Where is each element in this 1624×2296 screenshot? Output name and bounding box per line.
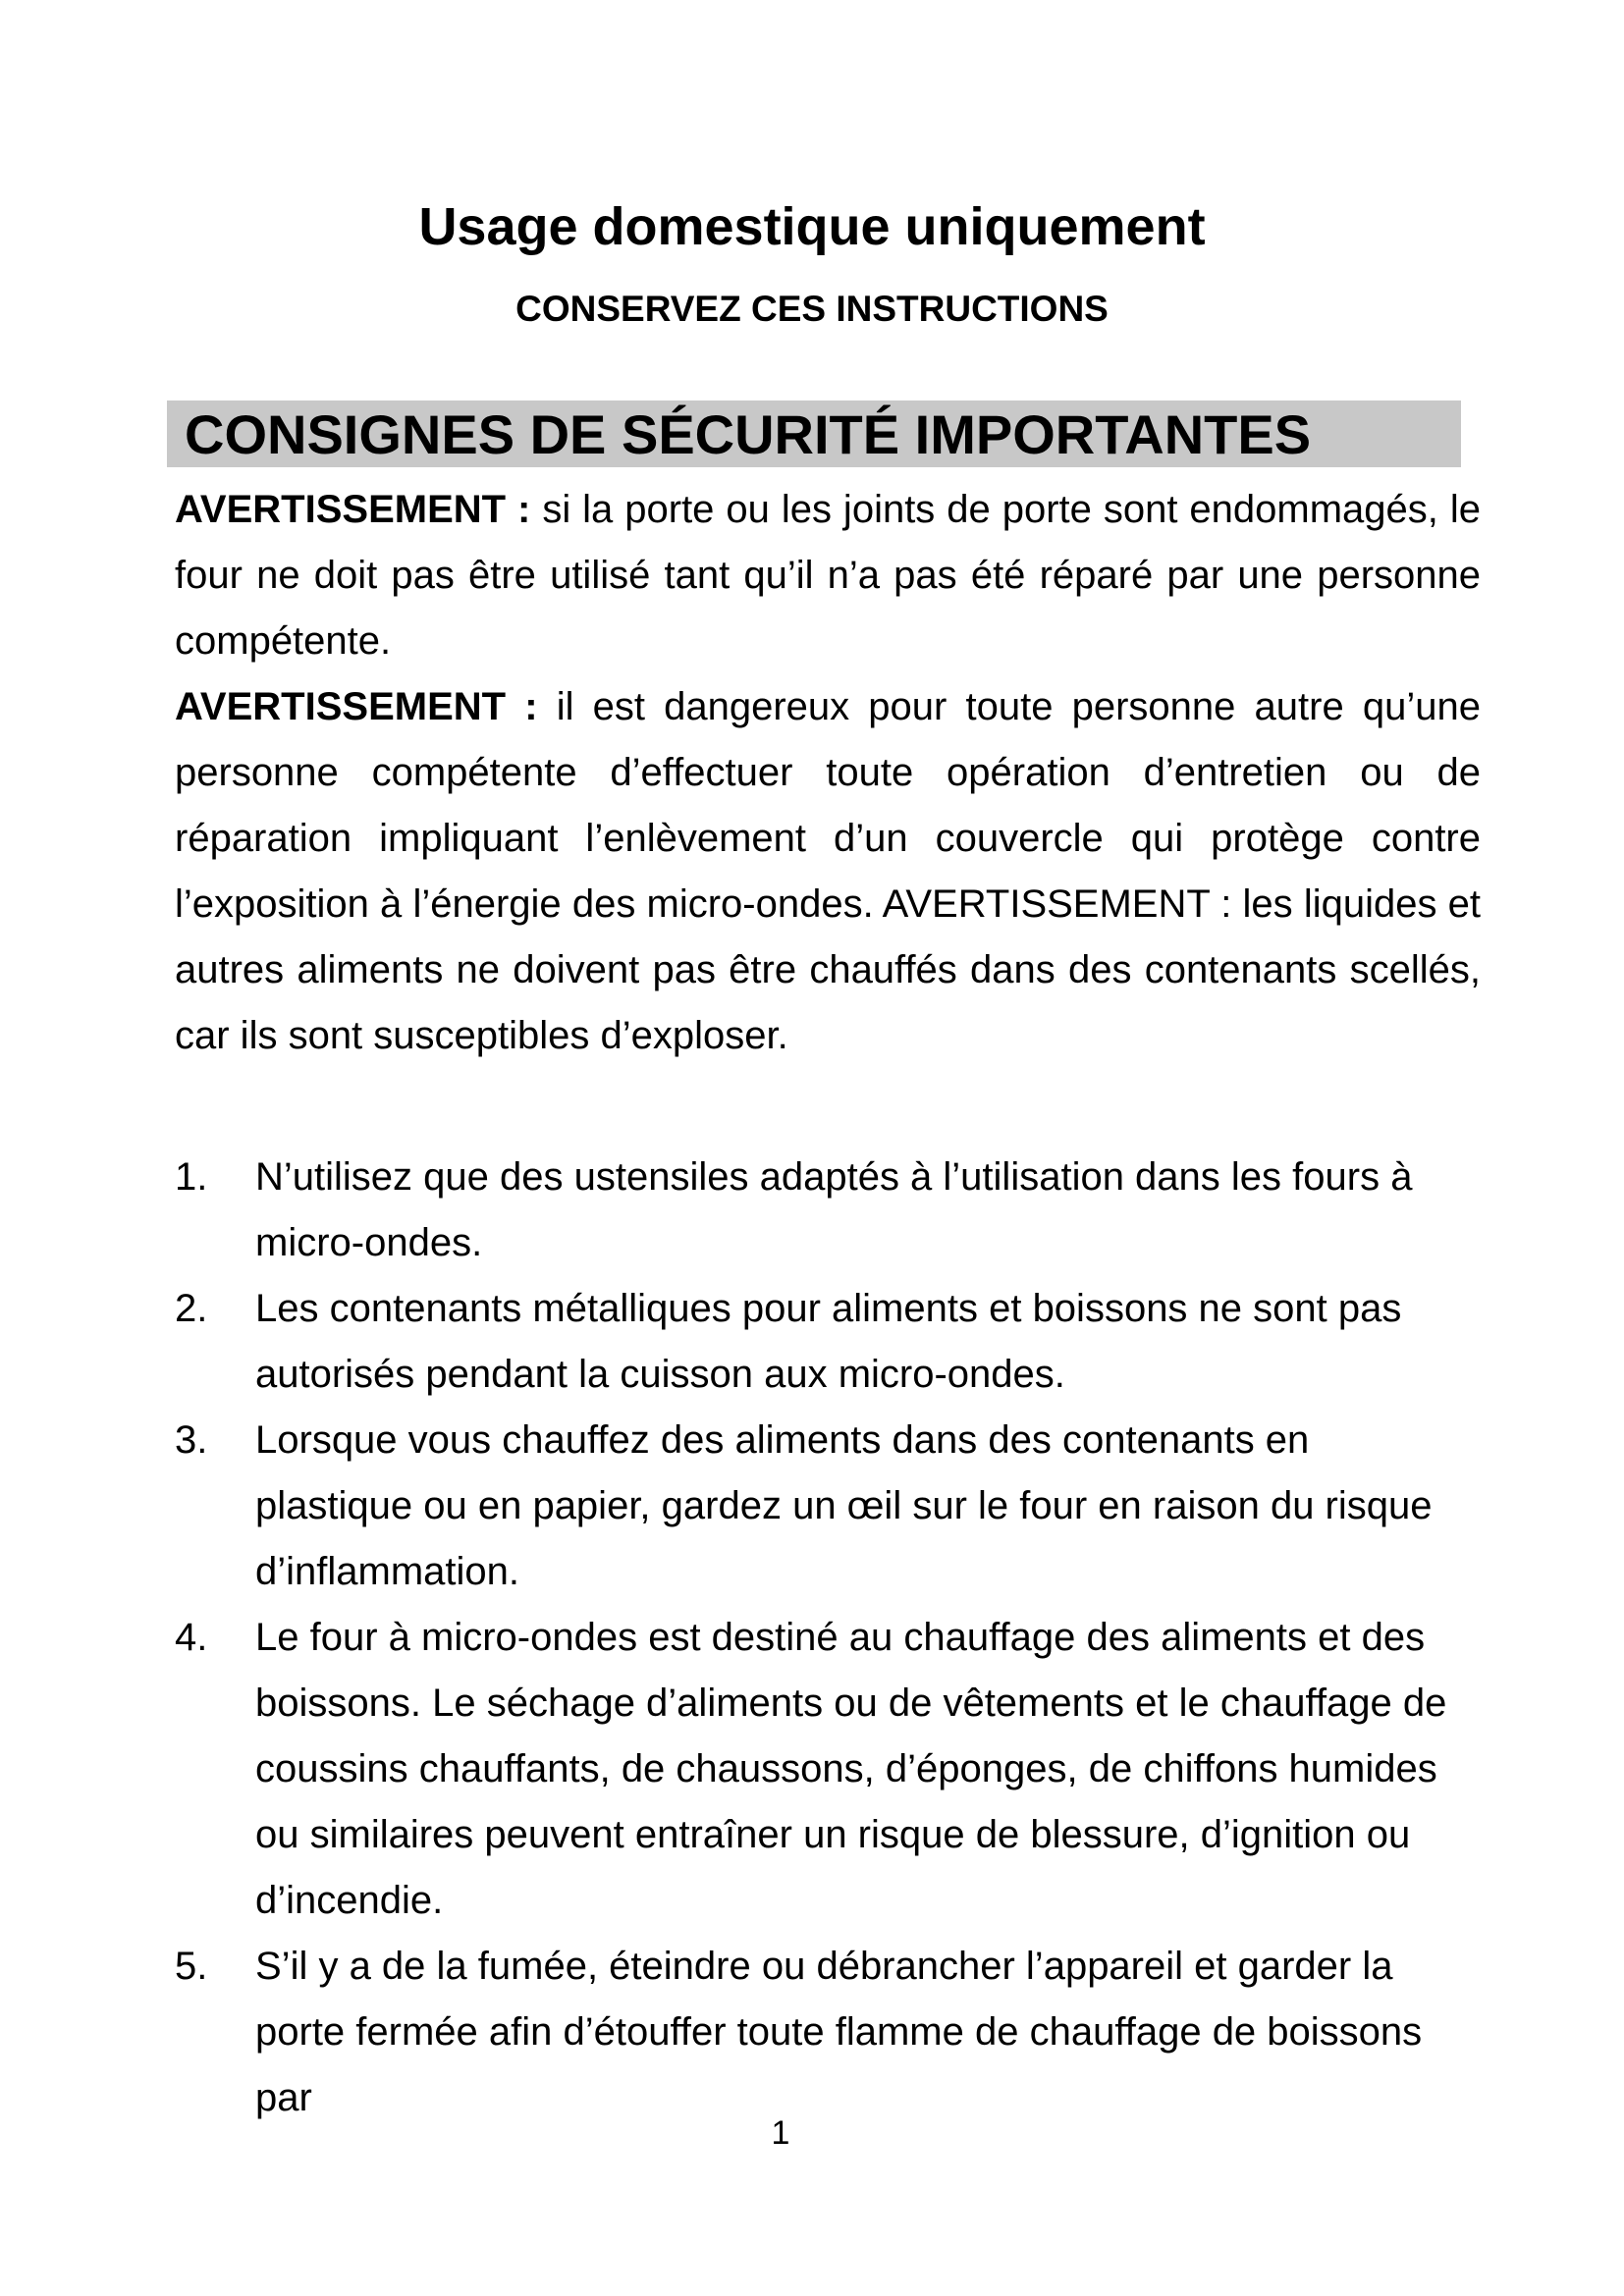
page-title: Usage domestique uniquement bbox=[418, 197, 1206, 256]
page-subtitle: CONSERVEZ CES INSTRUCTIONS bbox=[515, 289, 1109, 329]
section-heading: CONSIGNES DE SÉCURITÉ IMPORTANTES bbox=[185, 403, 1312, 465]
safety-instructions-list bbox=[175, 1145, 1471, 2131]
list-item bbox=[175, 1408, 1471, 1605]
page-number: 1 bbox=[771, 2114, 790, 2152]
list-item-text: S’il y a de la fumée, éteindre ou débrancher l’appareil et garder la porte fermée afin d’étouffer toute flamme de chauffage de boissons par bbox=[255, 1945, 1423, 2119]
list-item bbox=[175, 1934, 1471, 2131]
warning-label: AVERTISSEMENT : bbox=[175, 488, 531, 531]
list-item-number: 2. bbox=[175, 1287, 208, 1330]
list-item-number: 4. bbox=[175, 1616, 208, 1659]
list-item-number: 1. bbox=[175, 1155, 208, 1199]
warning-text: si la porte ou les joints de porte sont endommagés, le four ne doit pas être utilisé tant qu’il n’a pas été réparé par une personne compétente. bbox=[175, 488, 1481, 663]
list-item-number: 3. bbox=[175, 1418, 208, 1462]
list-item-number: 5. bbox=[175, 1945, 208, 1988]
warning-text: il est dangereux pour toute personne autre qu’une personne compétente d’effectuer toute opération d’entretien ou de réparation impliquant l’enlèvement d’un couvercle qui protège contre l’exposition à l’énergie des micro-ondes. AVERTISSEMENT : les liquides et autres aliments ne doivent pas être chauffés dans des contenants scellés, car ils sont susceptibles d’exploser. bbox=[175, 685, 1481, 1057]
list-item-text: Le four à micro-ondes est destiné au chauffage des aliments et des boissons. Le séchage d’aliments ou de vêtements et le chauffage de coussins chauffants, de chaussons, d’éponges, de chiffons humides ou similaires peuvent entraîner un risque de blessure, d’ignition ou d’incendie. bbox=[255, 1616, 1447, 1922]
list-item-text: Les contenants métalliques pour aliments et boissons ne sont pas autorisés pendant la cuisson aux micro-ondes. bbox=[255, 1287, 1402, 1396]
list-item-text: Lorsque vous chauffez des aliments dans des contenants en plastique ou en papier, gardez un œil sur le four en raison du risque d’inflammation. bbox=[255, 1418, 1433, 1593]
warning-label: AVERTISSEMENT : bbox=[175, 685, 538, 728]
list-item bbox=[175, 1145, 1471, 1276]
warnings-block bbox=[175, 477, 1481, 1069]
warning-paragraph bbox=[175, 477, 1481, 674]
list-item bbox=[175, 1276, 1471, 1408]
list-item bbox=[175, 1605, 1471, 1934]
list-item-text: N’utilisez que des ustensiles adaptés à l’utilisation dans les fours à micro-ondes. bbox=[255, 1155, 1413, 1264]
warning-paragraph bbox=[175, 674, 1481, 1069]
